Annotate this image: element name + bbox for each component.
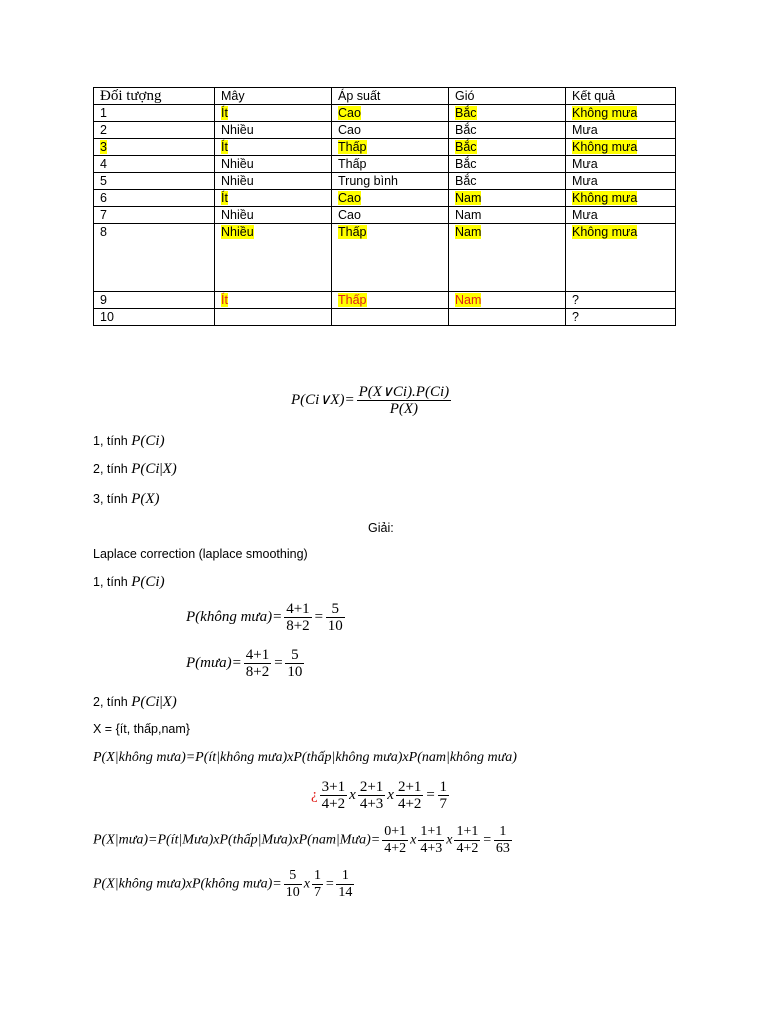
table-cell [94,173,215,190]
fraction [312,868,323,901]
equals-sign: = [313,608,324,625]
step-label: 2, tính [93,695,128,709]
cell-text: Nam [455,191,482,205]
cell-text: Nhiều [221,174,254,188]
table-cell [215,122,332,139]
table-cell [94,292,215,309]
bayes-formula [291,384,453,417]
fraction [320,779,347,812]
cell-text: Bắc [455,140,477,154]
equation-lhs: P(mưa)= [186,654,242,671]
denominator: 4+2 [384,841,407,856]
equals-sign: = [273,654,284,671]
cell-text: Cao [338,191,361,205]
table-cell [94,139,215,156]
table-cell [449,190,566,207]
equals-sign: = [482,832,492,848]
table-row [94,190,676,207]
denominator: 10 [287,664,303,680]
table-cell [449,122,566,139]
denominator: 8+2 [245,664,270,680]
table-cell [449,105,566,122]
denominator: 4+2 [456,841,479,856]
table-cell [566,224,676,292]
table-cell [94,156,215,173]
fraction [336,868,354,901]
table-row [94,224,676,292]
p-khong-mua-equation [186,601,347,634]
denominator: 7 [313,885,321,900]
table-cell [566,156,676,173]
solution-heading: Giải: [368,521,394,535]
inverted-question-mark: ¿ [311,786,318,803]
step-1 [93,433,165,450]
step-math: P(Ci) [131,433,165,449]
math-part: X) [162,461,177,477]
table-cell [94,309,215,326]
numerator: 2+1 [397,779,422,795]
fraction [284,868,302,901]
laplace-note: Laplace correction (laplace smoothing) [93,547,308,561]
cell-text: Thấp [338,157,367,171]
table-cell [449,156,566,173]
header-cell: Mây [215,88,332,105]
cell-text: Không mưa [572,106,638,120]
cell-text: 1 [100,106,107,120]
step-3 [93,491,160,508]
step-math: P(Ci|X) [131,461,177,477]
cell-text: Cao [338,208,361,222]
cell-text: Bắc [455,123,477,137]
equation-lhs: P(X|mưa)=P(ít|Mưa)xP(thấp|Mưa)xP(nam|Mưa)= [93,832,381,848]
cell-text: ? [572,310,579,324]
cell-text: Ít [221,106,228,120]
math-part: P(Ci [131,694,160,710]
table-cell [332,105,449,122]
fraction [418,824,444,857]
cell-text: Mưa [572,157,598,171]
table-cell [566,105,676,122]
cell-text: 10 [100,310,114,324]
numerator: 1+1 [456,824,479,839]
table-cell [332,309,449,326]
numerator: 4+1 [286,601,310,617]
numerator: 3+1 [321,779,346,795]
header-cell: Gió [449,88,566,105]
table-row [94,156,676,173]
fraction [494,824,512,857]
table-cell [94,207,215,224]
numerator: 5 [285,647,304,664]
cell-text: Bắc [455,174,477,188]
eq-x-given-khong-mua: P(X|không mưa)=P(ít|không mưa)xP(thấp|không mưa)xP(nam|không mưa) [93,750,517,765]
denominator: 4+2 [321,796,346,812]
step-math: P(Ci|X) [131,694,177,710]
table-cell [215,139,332,156]
cell-text: 8 [100,225,107,239]
denominator: 63 [495,841,510,856]
denominator: 14 [338,885,353,900]
denominator: 4+2 [397,796,422,812]
numerator: 5 [326,601,345,618]
table-cell [332,122,449,139]
step-label: 1, tính [93,434,128,448]
table-header-row [94,88,676,105]
solution-step-1 [93,574,165,591]
eq-joint-khong-mua [93,868,356,901]
table-cell [449,224,566,292]
table-cell [449,139,566,156]
times-sign: x [410,832,417,848]
cell-text: Cao [338,123,361,137]
numerator: 1 [336,868,354,885]
cell-text: Nhiều [221,208,254,222]
header-cell: Kết quả [566,88,676,105]
cell-text: 9 [100,293,107,307]
cell-text: Mưa [572,174,598,188]
cell-text: Không mưa [572,191,638,205]
header-cell: Đối tượng [94,88,215,105]
table-cell [449,309,566,326]
eq-x-given-mua [93,824,514,857]
cell-text: 6 [100,191,107,205]
cell-text: Ít [221,293,228,307]
cell-text: Cao [338,106,361,120]
fraction [326,601,345,634]
table-cell [94,105,215,122]
table-cell [566,292,676,309]
fraction [358,779,385,812]
table-cell [566,190,676,207]
step-2 [93,461,177,478]
fraction [382,824,408,857]
denominator: 7 [439,796,448,812]
times-sign: x [303,876,310,892]
cell-text: Bắc [455,157,477,171]
times-sign: x [446,832,453,848]
step-label: 2, tính [93,462,128,476]
cell-text: Mưa [572,123,598,137]
cell-text: ? [572,293,579,307]
fraction [284,601,311,634]
numerator: 4+1 [245,647,270,663]
table-cell [332,190,449,207]
table-row [94,173,676,190]
times-sign: x [387,786,394,803]
fraction [285,647,304,680]
cell-text: 4 [100,157,107,171]
table-cell [566,173,676,190]
cell-text: Nam [455,208,482,222]
denominator: 10 [327,618,343,634]
table-cell [566,122,676,139]
equals-sign: = [425,786,436,803]
formula-numerator: P(X∨Ci).P(Ci) [358,384,450,400]
cell-text: Nam [455,293,482,307]
formula-fraction [357,384,452,417]
cell-text: Không mưa [572,140,638,154]
cell-text: Trung bình [338,174,398,188]
table-row [94,292,676,309]
table-row [94,122,676,139]
table-cell [332,292,449,309]
table-cell [215,156,332,173]
table-row [94,309,676,326]
table-row [94,105,676,122]
math-part: X) [162,694,177,710]
cell-text: Nam [455,225,482,239]
formula-lhs: P(Ci∨X)= [291,391,355,408]
table-cell [332,139,449,156]
numerator: 1 [494,824,512,841]
table-cell [332,156,449,173]
table-cell [566,139,676,156]
numerator: 1 [439,779,448,795]
denominator: 4+3 [359,796,384,812]
cell-text: Bắc [455,106,477,120]
cell-text: Ít [221,191,228,205]
cell-text: 2 [100,123,107,137]
cell-text: 3 [100,140,107,154]
times-sign: x [349,786,356,803]
equals-sign: = [324,876,335,892]
cell-text: 5 [100,174,107,188]
solution-step-2 [93,694,177,711]
cell-text: Nhiều [221,123,254,137]
table-cell [449,173,566,190]
numerator: 5 [284,868,302,885]
table-cell [332,224,449,292]
fraction [244,647,271,680]
table-cell [332,207,449,224]
table-row [94,207,676,224]
step-label: 3, tính [93,492,128,506]
fraction [438,779,450,812]
step-math: P(X) [131,491,160,507]
table-cell [94,190,215,207]
cell-text: 7 [100,208,107,222]
cell-text: Thấp [338,140,367,154]
denominator: 4+3 [420,841,443,856]
cell-text: Thấp [338,225,367,239]
table-cell [94,224,215,292]
table-cell [215,292,332,309]
table-cell [215,207,332,224]
cell-text: Thấp [338,293,367,307]
eq-product-khong-mua [311,779,451,812]
cell-text: Nhiều [221,157,254,171]
formula-denominator: P(X) [389,401,419,417]
table-cell [94,122,215,139]
cell-text: Nhiều [221,225,254,239]
table-cell [449,207,566,224]
equation-lhs: P(X|không mưa)xP(không mưa)= [93,876,282,892]
data-table [93,87,676,326]
denominator: 10 [285,885,300,900]
header-cell: Áp suất [332,88,449,105]
table-cell [215,105,332,122]
table-cell [215,190,332,207]
table-cell [215,224,332,292]
table-row [94,139,676,156]
table-cell [566,309,676,326]
numerator: 2+1 [359,779,384,795]
numerator: 1 [313,868,321,883]
p-mua-equation [186,647,306,680]
table-cell [215,309,332,326]
fraction [396,779,423,812]
cell-text: Ít [221,140,228,154]
fraction [454,824,480,857]
step-math: P(Ci) [131,574,165,590]
table-cell [566,207,676,224]
step-label: 1, tính [93,575,128,589]
equation-lhs: P(không mưa)= [186,608,283,625]
numerator: 1+1 [420,824,443,839]
table-cell [332,173,449,190]
x-set: X = {ít, thấp,nam} [93,722,190,736]
numerator: 0+1 [384,824,407,839]
cell-text: Không mưa [572,225,638,239]
cell-text: Mưa [572,208,598,222]
table-cell [215,173,332,190]
table-cell [449,292,566,309]
denominator: 8+2 [286,618,310,634]
math-part: P(Ci [131,461,160,477]
